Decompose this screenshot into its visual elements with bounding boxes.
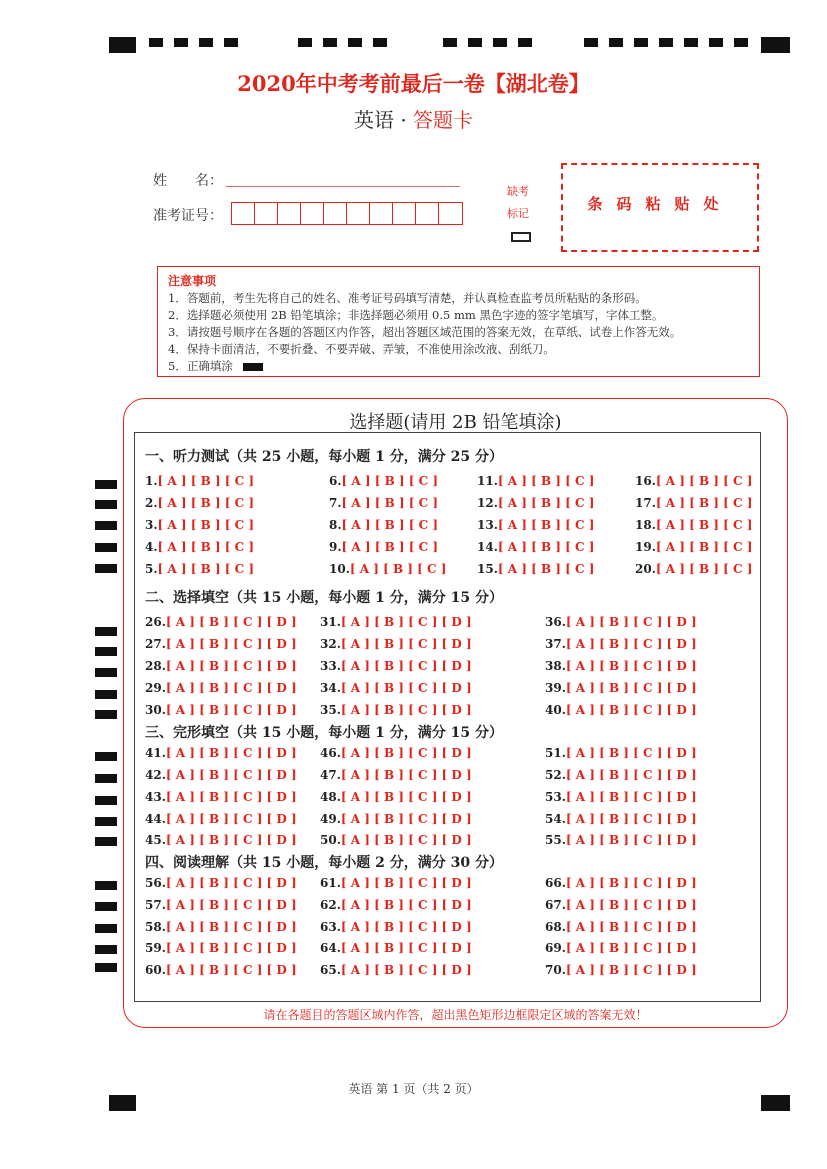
question-number: 6. (329, 474, 342, 488)
answer-options[interactable]: [ A ] [ B ] [ C ] [ D ] (565, 681, 697, 695)
question-30[interactable] (145, 703, 297, 717)
question-48[interactable] (320, 790, 472, 804)
answer-options[interactable]: [ A ] [ B ] [ C ] (341, 496, 439, 510)
timing-mark (109, 1095, 136, 1111)
question-46[interactable] (320, 746, 472, 760)
card-label: 答题卡 (413, 108, 474, 132)
question-number: 33. (320, 659, 341, 673)
answer-options[interactable]: [ A ] [ B ] [ C ] [ D ] (340, 963, 472, 977)
timing-mark (95, 564, 117, 573)
question-56[interactable] (145, 876, 297, 890)
question-57[interactable] (145, 898, 297, 912)
timing-mark (761, 37, 790, 53)
exam-id-label: 准考证号： (153, 208, 223, 224)
question-number: 5. (145, 562, 158, 576)
answer-options[interactable]: [ A ] [ B ] [ C ] (497, 474, 595, 488)
question-68[interactable] (545, 920, 697, 934)
question-38[interactable] (545, 659, 697, 673)
page-subtitle (0, 104, 827, 133)
timing-mark (95, 521, 117, 530)
question-number: 31. (320, 615, 341, 629)
timing-mark (109, 37, 136, 53)
timing-mark (95, 796, 117, 805)
question-28[interactable] (145, 659, 297, 673)
answer-options[interactable]: [ A ] [ B ] [ C ] [ D ] (340, 637, 472, 651)
answer-options[interactable]: [ A ] [ B ] [ C ] [ D ] (340, 833, 472, 847)
timing-mark (348, 38, 362, 47)
question-1[interactable] (145, 474, 254, 488)
question-number: 39. (545, 681, 566, 695)
answer-options[interactable]: [ A ] [ B ] [ C ] (157, 496, 255, 510)
answer-options[interactable]: [ A ] [ B ] [ C ] [ D ] (165, 941, 297, 955)
question-number: 7. (329, 496, 342, 510)
answer-options[interactable]: [ A ] [ B ] [ C ] [ D ] (565, 833, 697, 847)
answer-options[interactable]: [ A ] [ B ] [ C ] (655, 562, 753, 576)
question-number: 42. (145, 768, 166, 782)
question-29[interactable] (145, 681, 297, 695)
question-35[interactable] (320, 703, 472, 717)
question-number: 27. (145, 637, 166, 651)
question-64[interactable] (320, 941, 472, 955)
question-number: 62. (320, 898, 341, 912)
question-number: 61. (320, 876, 341, 890)
question-number: 16. (635, 474, 656, 488)
answer-options[interactable]: [ A ] [ B ] [ C ] [ D ] (340, 659, 472, 673)
answer-options[interactable]: [ A ] [ B ] [ C ] (157, 518, 255, 532)
answer-options[interactable]: [ A ] [ B ] [ C ] [ D ] (340, 898, 472, 912)
question-number: 41. (145, 746, 166, 760)
question-number: 55. (545, 833, 566, 847)
answer-options[interactable]: [ A ] [ B ] [ C ] [ D ] (340, 768, 472, 782)
answer-options[interactable]: [ A ] [ B ] [ C ] [ D ] (565, 790, 697, 804)
question-number: 19. (635, 540, 656, 554)
question-69[interactable] (545, 941, 697, 955)
answer-options[interactable]: [ A ] [ B ] [ C ] [ D ] (165, 790, 297, 804)
answer-options[interactable]: [ A ] [ B ] [ C ] [ D ] (565, 637, 697, 651)
answer-area-footnote: 请在各题目的答题区域内作答，超出黑色矩形边框限定区域的答案无效！ (263, 1008, 648, 1022)
question-number: 46. (320, 746, 341, 760)
question-10[interactable] (329, 562, 446, 576)
timing-mark (95, 817, 117, 826)
notice-item: 1．答题前，考生先将自己的姓名、准考证号码填写清楚，并认真检查监考员所粘贴的条形码。 (168, 291, 647, 305)
answer-options[interactable]: [ A ] [ B ] [ C ] (655, 496, 753, 510)
timing-mark (95, 837, 117, 846)
page-number: 英语 第 1 页（共 2 页） (348, 1082, 479, 1096)
section-heading: 四、阅读理解（共 15 小题，每小题 2 分，满分 30 分） (145, 855, 503, 871)
question-65[interactable] (320, 963, 472, 977)
timing-mark (373, 38, 387, 47)
question-52[interactable] (545, 768, 697, 782)
question-number: 34. (320, 681, 341, 695)
question-53[interactable] (545, 790, 697, 804)
question-8[interactable] (329, 518, 438, 532)
answer-options[interactable]: [ A ] [ B ] [ C ] (157, 540, 255, 554)
timing-mark (224, 38, 238, 47)
timing-mark (95, 500, 117, 509)
question-54[interactable] (545, 812, 697, 826)
timing-mark (95, 881, 117, 890)
question-number: 17. (635, 496, 656, 510)
question-49[interactable] (320, 812, 472, 826)
question-number: 37. (545, 637, 566, 651)
timing-mark (149, 38, 163, 47)
question-18[interactable] (635, 518, 752, 532)
timing-mark (493, 38, 507, 47)
answer-options[interactable]: [ A ] [ B ] [ C ] [ D ] (340, 746, 472, 760)
question-number: 49. (320, 812, 341, 826)
question-66[interactable] (545, 876, 697, 890)
question-70[interactable] (545, 963, 697, 977)
answer-options[interactable]: [ A ] [ B ] [ C ] [ D ] (165, 615, 297, 629)
question-37[interactable] (545, 637, 697, 651)
timing-mark (761, 1095, 790, 1111)
answer-options[interactable]: [ A ] [ B ] [ C ] (497, 562, 595, 576)
question-number: 35. (320, 703, 341, 717)
question-59[interactable] (145, 941, 297, 955)
question-number: 8. (329, 518, 342, 532)
notice-item: 4．保持卡面清洁，不要折叠、不要弄破、弄皱，不准使用涂改液、刮纸刀。 (168, 342, 555, 356)
question-44[interactable] (145, 812, 297, 826)
question-number: 58. (145, 920, 166, 934)
question-number: 40. (545, 703, 566, 717)
page-title: 2020年中考考前最后一卷【湖北卷】 (237, 71, 590, 96)
question-17[interactable] (635, 496, 752, 510)
timing-mark (584, 38, 598, 47)
question-47[interactable] (320, 768, 472, 782)
question-number: 14. (477, 540, 498, 554)
answer-options[interactable]: [ A ] [ B ] [ C ] [ D ] (165, 898, 297, 912)
timing-mark (199, 38, 213, 47)
timing-mark (95, 902, 117, 911)
answer-options[interactable]: [ A ] [ B ] [ C ] (341, 518, 439, 532)
answer-options[interactable]: [ A ] [ B ] [ C ] [ D ] (340, 876, 472, 890)
timing-mark (95, 543, 117, 552)
section-heading: 一、听力测试（共 25 小题，每小题 1 分，满分 25 分） (145, 449, 503, 465)
notice-item: 3．请按题号顺序在各题的答题区内作答，超出答题区域范围的答案无效，在草纸、试卷上作答无效。 (168, 325, 682, 339)
question-55[interactable] (545, 833, 697, 847)
timing-mark (95, 690, 117, 699)
timing-mark (95, 774, 117, 783)
question-number: 66. (545, 876, 566, 890)
question-58[interactable] (145, 920, 297, 934)
answer-options[interactable]: [ A ] [ B ] [ C ] [ D ] (165, 703, 297, 717)
question-number: 13. (477, 518, 498, 532)
timing-mark (95, 710, 117, 719)
answer-options[interactable]: [ A ] [ B ] [ C ] [ D ] (565, 615, 697, 629)
timing-mark (95, 480, 117, 489)
question-number: 53. (545, 790, 566, 804)
question-9[interactable] (329, 540, 438, 554)
answer-options[interactable]: [ A ] [ B ] [ C ] (157, 562, 255, 576)
question-11[interactable] (477, 474, 594, 488)
absent-checkbox[interactable] (511, 232, 531, 242)
question-16[interactable] (635, 474, 752, 488)
question-number: 36. (545, 615, 566, 629)
subject-label: 英语 (353, 108, 394, 132)
separator: · (400, 108, 407, 132)
question-number: 4. (145, 540, 158, 554)
question-60[interactable] (145, 963, 297, 977)
answer-options[interactable]: [ A ] [ B ] [ C ] (655, 540, 753, 554)
question-number: 28. (145, 659, 166, 673)
question-13[interactable] (477, 518, 594, 532)
question-number: 67. (545, 898, 566, 912)
question-number: 38. (545, 659, 566, 673)
question-67[interactable] (545, 898, 697, 912)
question-number: 60. (145, 963, 166, 977)
question-6[interactable] (329, 474, 438, 488)
question-40[interactable] (545, 703, 697, 717)
question-number: 54. (545, 812, 566, 826)
question-26[interactable] (145, 615, 297, 629)
answer-options[interactable]: [ A ] [ B ] [ C ] [ D ] (565, 898, 697, 912)
question-number: 59. (145, 941, 166, 955)
timing-mark (734, 38, 748, 47)
answer-options[interactable]: [ A ] [ B ] [ C ] (497, 496, 595, 510)
answer-options[interactable]: [ A ] [ B ] [ C ] [ D ] (565, 920, 697, 934)
timing-mark (684, 38, 698, 47)
question-number: 20. (635, 562, 656, 576)
answer-options[interactable]: [ A ] [ B ] [ C ] [ D ] (565, 768, 697, 782)
timing-mark (95, 627, 117, 636)
notice-item: 2．选择题必须使用 2B 铅笔填涂；非选择题必须用 0.5 mm 黑色字迹的签字笔填写，字体工整。 (168, 308, 664, 322)
answer-options[interactable]: [ A ] [ B ] [ C ] [ D ] (340, 615, 472, 629)
question-4[interactable] (145, 540, 254, 554)
question-12[interactable] (477, 496, 594, 510)
answer-options[interactable]: [ A ] [ B ] [ C ] [ D ] (565, 941, 697, 955)
exam-id-boxes[interactable] (231, 202, 463, 225)
answer-options[interactable]: [ A ] [ B ] [ C ] [ D ] (340, 920, 472, 934)
answer-options[interactable]: [ A ] [ B ] [ C ] (497, 518, 595, 532)
question-number: 70. (545, 963, 566, 977)
answer-options[interactable]: [ A ] [ B ] [ C ] [ D ] (340, 812, 472, 826)
question-number: 26. (145, 615, 166, 629)
question-2[interactable] (145, 496, 254, 510)
question-number: 52. (545, 768, 566, 782)
timing-mark (95, 924, 117, 933)
timing-mark (95, 963, 117, 972)
question-61[interactable] (320, 876, 472, 890)
question-number: 15. (477, 562, 498, 576)
answer-options[interactable]: [ A ] [ B ] [ C ] [ D ] (165, 812, 297, 826)
question-43[interactable] (145, 790, 297, 804)
question-number: 30. (145, 703, 166, 717)
question-number: 63. (320, 920, 341, 934)
question-3[interactable] (145, 518, 254, 532)
question-45[interactable] (145, 833, 297, 847)
answer-options[interactable]: [ A ] [ B ] [ C ] [ D ] (565, 659, 697, 673)
notice-title: 注意事项 (168, 274, 217, 288)
question-number: 51. (545, 746, 566, 760)
name-label: 姓 名： (153, 173, 223, 189)
question-number: 29. (145, 681, 166, 695)
question-7[interactable] (329, 496, 438, 510)
question-36[interactable] (545, 615, 697, 629)
timing-mark (95, 668, 117, 677)
timing-mark (323, 38, 337, 47)
question-number: 48. (320, 790, 341, 804)
answer-options[interactable]: [ A ] [ B ] [ C ] [ D ] (565, 812, 697, 826)
question-number: 9. (329, 540, 342, 554)
question-19[interactable] (635, 540, 752, 554)
question-27[interactable] (145, 637, 297, 651)
barcode-area: 条码粘贴处 (561, 163, 759, 252)
question-number: 45. (145, 833, 166, 847)
section-heading: 二、选择填空（共 15 小题，每小题 1 分，满分 15 分） (145, 590, 503, 606)
question-number: 44. (145, 812, 166, 826)
answer-options[interactable]: [ A ] [ B ] [ C ] [ D ] (165, 746, 297, 760)
timing-mark (95, 945, 117, 954)
answer-options[interactable]: [ A ] [ B ] [ C ] [ D ] (565, 963, 697, 977)
timing-mark (468, 38, 482, 47)
question-number: 12. (477, 496, 498, 510)
question-62[interactable] (320, 898, 472, 912)
question-number: 10. (329, 562, 350, 576)
name-field[interactable] (226, 186, 460, 187)
question-39[interactable] (545, 681, 697, 695)
answer-options[interactable]: [ A ] [ B ] [ C ] [ D ] (565, 876, 697, 890)
question-number: 47. (320, 768, 341, 782)
question-number: 2. (145, 496, 158, 510)
answer-options[interactable]: [ A ] [ B ] [ C ] (341, 474, 439, 488)
question-5[interactable] (145, 562, 254, 576)
question-34[interactable] (320, 681, 472, 695)
question-number: 65. (320, 963, 341, 977)
timing-mark (659, 38, 673, 47)
timing-mark (443, 38, 457, 47)
absent-mark-label: 缺考 标记 (507, 185, 529, 220)
timing-mark (174, 38, 188, 47)
timing-mark (95, 752, 117, 761)
question-32[interactable] (320, 637, 472, 651)
timing-mark (709, 38, 723, 47)
answer-options[interactable]: [ A ] [ B ] [ C ] [ D ] (340, 790, 472, 804)
question-20[interactable] (635, 562, 752, 576)
question-number: 43. (145, 790, 166, 804)
question-number: 57. (145, 898, 166, 912)
answer-options[interactable]: [ A ] [ B ] [ C ] [ D ] (565, 703, 697, 717)
question-15[interactable] (477, 562, 594, 576)
question-number: 18. (635, 518, 656, 532)
question-42[interactable] (145, 768, 297, 782)
answer-options[interactable]: [ A ] [ B ] [ C ] [ D ] (340, 681, 472, 695)
question-number: 32. (320, 637, 341, 651)
question-number: 68. (545, 920, 566, 934)
question-number: 69. (545, 941, 566, 955)
section-heading: 三、完形填空（共 15 小题，每小题 1 分，满分 15 分） (145, 725, 503, 741)
question-41[interactable] (145, 746, 297, 760)
answer-options[interactable]: [ A ] [ B ] [ C ] (341, 540, 439, 554)
timing-mark (634, 38, 648, 47)
question-50[interactable] (320, 833, 472, 847)
answer-options[interactable]: [ A ] [ B ] [ C ] [ D ] (340, 941, 472, 955)
question-number: 11. (477, 474, 498, 488)
timing-mark (609, 38, 623, 47)
answer-options[interactable]: [ A ] [ B ] [ C ] [ D ] (565, 746, 697, 760)
question-14[interactable] (477, 540, 594, 554)
timing-mark (518, 38, 532, 47)
timing-mark (95, 647, 117, 656)
answer-options[interactable]: [ A ] [ B ] [ C ] [ D ] (340, 703, 472, 717)
answer-options[interactable]: [ A ] [ B ] [ C ] (655, 518, 753, 532)
question-51[interactable] (545, 746, 697, 760)
question-31[interactable] (320, 615, 472, 629)
answer-options[interactable]: [ A ] [ B ] [ C ] (157, 474, 255, 488)
question-number: 50. (320, 833, 341, 847)
question-63[interactable] (320, 920, 472, 934)
timing-mark (298, 38, 312, 47)
answer-options[interactable]: [ A ] [ B ] [ C ] [ D ] (165, 768, 297, 782)
answer-options[interactable]: [ A ] [ B ] [ C ] [ D ] (165, 681, 297, 695)
answer-options[interactable]: [ A ] [ B ] [ C ] (349, 562, 447, 576)
answer-options[interactable]: [ A ] [ B ] [ C ] [ D ] (165, 876, 297, 890)
answer-options[interactable]: [ A ] [ B ] [ C ] [ D ] (165, 659, 297, 673)
question-number: 56. (145, 876, 166, 890)
answer-options[interactable]: [ A ] [ B ] [ C ] [ D ] (165, 920, 297, 934)
notice-item: 5．正确填涂 (168, 358, 749, 375)
question-number: 1. (145, 474, 158, 488)
answer-options[interactable]: [ A ] [ B ] [ C ] [ D ] (165, 963, 297, 977)
answer-options[interactable]: [ A ] [ B ] [ C ] [ D ] (165, 637, 297, 651)
answer-options[interactable]: [ A ] [ B ] [ C ] (655, 474, 753, 488)
notice-box (157, 266, 760, 377)
answer-options[interactable]: [ A ] [ B ] [ C ] [ D ] (165, 833, 297, 847)
question-number: 64. (320, 941, 341, 955)
answer-options[interactable]: [ A ] [ B ] [ C ] (497, 540, 595, 554)
answer-area-title: 选择题(请用 2B 铅笔填涂) (349, 412, 562, 433)
question-number: 3. (145, 518, 158, 532)
filled-bubble-example (243, 363, 263, 371)
question-33[interactable] (320, 659, 472, 673)
